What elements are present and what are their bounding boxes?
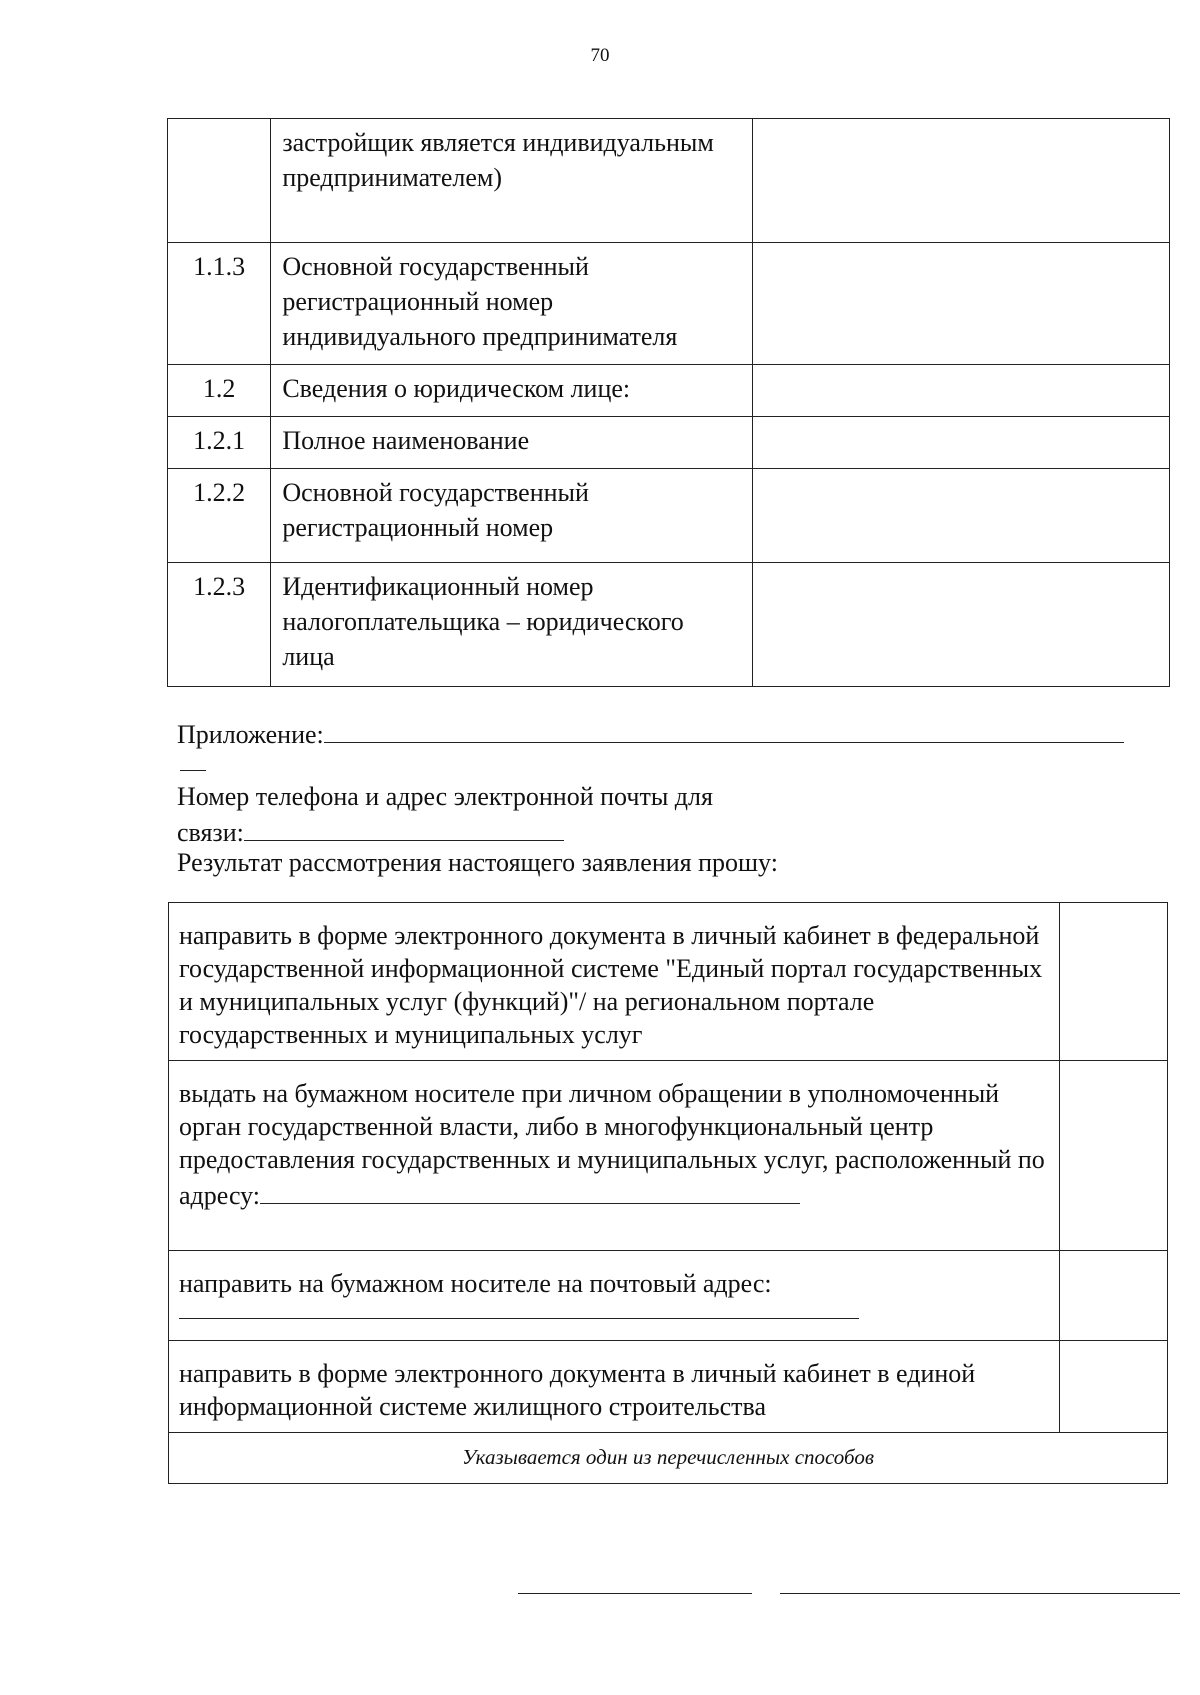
appendix-field[interactable] xyxy=(324,715,1124,743)
row-value-cell[interactable] xyxy=(752,563,1169,687)
row-label: Основной государственный регистрационный номер индивидуального предпринимателя xyxy=(271,243,753,365)
option-checkbox[interactable] xyxy=(1059,903,1167,1061)
table-row xyxy=(168,119,1170,243)
table-row xyxy=(168,243,1170,365)
row-value-cell[interactable] xyxy=(752,119,1169,243)
postal-address-field[interactable] xyxy=(179,1300,859,1319)
row-value-cell[interactable] xyxy=(752,243,1169,365)
option-text: выдать на бумажном носителе при личном обращении в уполномоченный орган государственной власти, либо в многофункциональный центр предоставления государственных и муниципальных услуг, расположенный по xyxy=(179,1079,1045,1174)
row-label: застройщик является индивидуальным предпринимателем) xyxy=(271,119,753,243)
option-row xyxy=(169,1341,1168,1433)
address-label: адресу: xyxy=(179,1181,261,1210)
option-row xyxy=(169,1061,1168,1251)
table-row xyxy=(168,469,1170,563)
row-number: 1.2.2 xyxy=(168,469,271,563)
address-field[interactable] xyxy=(260,1176,800,1204)
contact-label-line1: Номер телефона и адрес электронной почты для xyxy=(177,782,713,811)
appendix-line xyxy=(177,715,1124,751)
row-number xyxy=(168,119,271,243)
row-label: Идентификационный номер налогоплательщика – юридического лица xyxy=(271,563,753,687)
table-row xyxy=(168,563,1170,687)
result-label: Результат рассмотрения настоящего заявления прошу: xyxy=(177,848,778,877)
option-text: направить в форме электронного документа в личный кабинет в единой информационной системе жилищного строительства xyxy=(169,1341,1060,1433)
option-cell xyxy=(169,1061,1060,1251)
row-number: 1.1.3 xyxy=(168,243,271,365)
table-row xyxy=(168,365,1170,417)
option-row xyxy=(169,1251,1168,1341)
note-row xyxy=(169,1433,1168,1484)
row-number: 1.2 xyxy=(168,365,271,417)
row-value-cell[interactable] xyxy=(752,469,1169,563)
option-row xyxy=(169,903,1168,1061)
address-line xyxy=(179,1176,1051,1212)
applicant-info-table xyxy=(167,118,1170,687)
appendix-label: Приложение: xyxy=(177,720,324,749)
option-checkbox[interactable] xyxy=(1059,1061,1167,1251)
option-checkbox[interactable] xyxy=(1059,1341,1167,1433)
page-number: 70 xyxy=(590,45,610,66)
option-text: направить в форме электронного документа в личный кабинет в федеральной государственной информационной системе "Единый портал государственных и муниципальных услуг (функций)"/ на региональном портале государственных и муниципальных услуг xyxy=(169,903,1060,1061)
row-label: Сведения о юридическом лице: xyxy=(271,365,753,417)
row-label: Основной государственный регистрационный номер xyxy=(271,469,753,563)
table-row xyxy=(168,417,1170,469)
options-note: Указывается один из перечисленных способов xyxy=(169,1433,1168,1484)
row-number: 1.2.3 xyxy=(168,563,271,687)
contact-label: связи: xyxy=(177,818,244,847)
name-line[interactable] xyxy=(780,1593,1180,1594)
signature-line[interactable] xyxy=(518,1593,752,1594)
option-text: направить на бумажном носителе на почтовый адрес: xyxy=(179,1269,772,1298)
contact-field[interactable] xyxy=(244,813,564,841)
row-number: 1.2.1 xyxy=(168,417,271,469)
option-cell xyxy=(169,1251,1060,1341)
row-value-cell[interactable] xyxy=(752,365,1169,417)
option-checkbox[interactable] xyxy=(1059,1251,1167,1341)
row-value-cell[interactable] xyxy=(752,417,1169,469)
row-label: Полное наименование xyxy=(271,417,753,469)
underline-fragment xyxy=(180,770,206,771)
delivery-options-table xyxy=(168,902,1168,1484)
contact-line xyxy=(177,813,564,849)
